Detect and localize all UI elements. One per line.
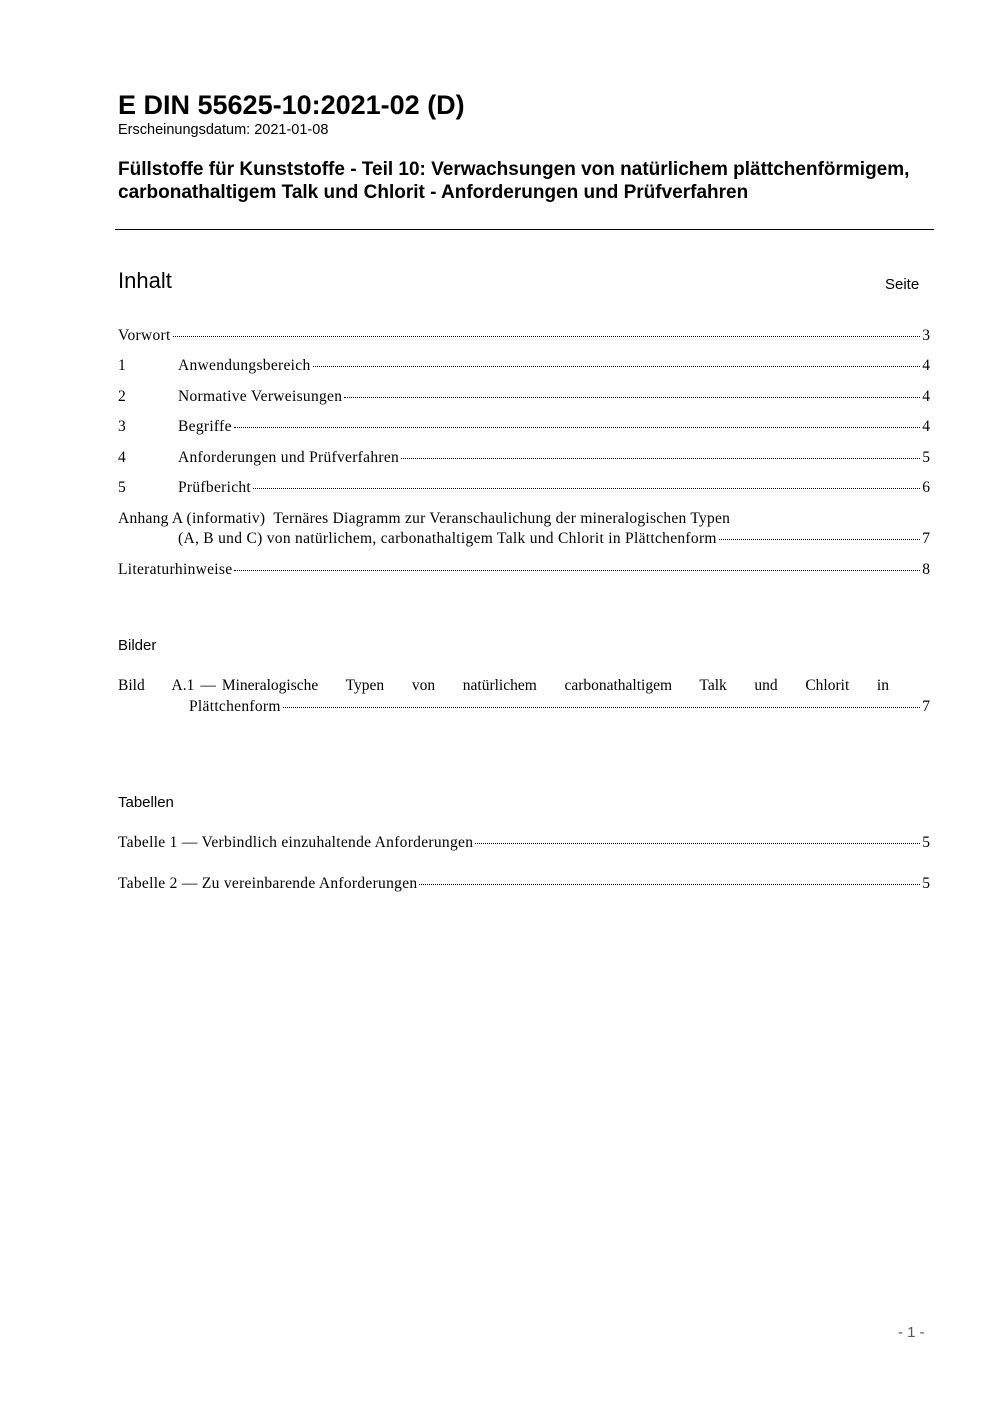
toc-entry-title: Literaturhinweise: [118, 561, 233, 578]
dot-leader: [344, 397, 920, 398]
toc-entry-page: 8: [922, 561, 930, 578]
toc-entry-title: Anwendungsbereich: [178, 357, 311, 374]
toc-entry-anforderungen[interactable]: [118, 448, 930, 468]
toc-entry-number: 5: [118, 479, 126, 496]
tables-heading: Tabellen: [118, 794, 174, 811]
toc-entry-title: Normative Verweisungen: [178, 388, 343, 405]
figure-dash: —: [200, 677, 216, 694]
table-entry-title: Tabelle 1 — Verbindlich einzuhaltende Anforderungen: [118, 834, 474, 851]
table-entry-2[interactable]: [118, 874, 930, 894]
publication-date: Erscheinungsdatum: 2021-01-08: [118, 122, 329, 138]
toc-entry-number: 3: [118, 418, 126, 435]
dot-leader: [719, 539, 920, 540]
dot-leader: [253, 488, 920, 489]
toc-entry-page: 5: [922, 449, 930, 466]
figure-title-line1: Mineralogische Typen von natürlichem carbonathaltigem Talk und Chlorit in: [221, 677, 889, 694]
dot-leader: [234, 427, 920, 428]
page-column-label: Seite: [885, 276, 920, 293]
figure-label: Bild A.1: [118, 677, 195, 694]
figure-entry-a1-continued[interactable]: [189, 697, 930, 717]
table-entry-1[interactable]: [118, 833, 930, 853]
toc-entry-page: 6: [922, 479, 930, 496]
toc-entry-page: 5: [922, 834, 930, 851]
figure-title-line2: Plättchenform: [189, 698, 281, 715]
dot-leader: [283, 707, 921, 708]
dot-leader: [173, 336, 921, 337]
dot-leader: [401, 458, 920, 459]
toc-entry-title: Prüfbericht: [178, 479, 252, 496]
dot-leader: [475, 843, 920, 844]
toc-entry-title: Vorwort: [118, 327, 171, 344]
toc-entry-title: Begriffe: [178, 418, 232, 435]
toc-entry-page: 4: [922, 357, 930, 374]
document-subtitle: Füllstoffe für Kunststoffe - Teil 10: Verwachsungen von natürlichem plättchenförmigem, carbonathaltigem Talk und Chlorit - Anforderungen und Prüfverfahren: [118, 159, 910, 203]
toc-entry-number: 1: [118, 357, 126, 374]
toc-entry-anwendungsbereich[interactable]: [118, 356, 930, 376]
toc-entry-vorwort[interactable]: [118, 326, 930, 346]
dot-leader: [234, 570, 920, 571]
toc-entry-page: 3: [922, 327, 930, 344]
toc-entry-begriffe[interactable]: [118, 417, 930, 437]
title-divider: [115, 229, 934, 230]
toc-entry-number: 4: [118, 449, 126, 466]
dot-leader: [313, 366, 921, 367]
annex-title-line1: Ternäres Diagramm zur Veranschaulichung der mineralogischen Typen: [273, 510, 731, 527]
document-title: E DIN 55625-10:2021-02 (D): [118, 90, 465, 120]
toc-entry-page: 4: [922, 388, 930, 405]
table-entry-title: Tabelle 2 — Zu vereinbarende Anforderungen: [118, 875, 418, 892]
toc-entry-literaturhinweise[interactable]: [118, 560, 930, 580]
toc-entry-page: 7: [922, 698, 930, 715]
page-number: - 1 -: [898, 1324, 925, 1341]
toc-entry-normative-verweisungen[interactable]: [118, 387, 930, 407]
toc-entry-page: 4: [922, 418, 930, 435]
toc-entry-page: 7: [922, 530, 930, 547]
toc-heading: Inhalt: [118, 268, 172, 293]
toc-entry-pruefbericht[interactable]: [118, 478, 930, 498]
toc-entry-page: 5: [922, 875, 930, 892]
dot-leader: [419, 884, 920, 885]
figures-heading: Bilder: [118, 637, 157, 654]
toc-entry-title: Anforderungen und Prüfverfahren: [178, 449, 400, 466]
toc-entry-annex-a[interactable]: [118, 509, 930, 529]
toc-entry-annex-a-continued[interactable]: [178, 529, 930, 549]
annex-label: Anhang A (informativ): [118, 510, 266, 527]
annex-title-line2: (A, B und C) von natürlichem, carbonathaltigem Talk und Chlorit in Plättchenform: [178, 530, 717, 547]
toc-entry-number: 2: [118, 388, 126, 405]
figure-entry-a1[interactable]: [118, 676, 889, 696]
